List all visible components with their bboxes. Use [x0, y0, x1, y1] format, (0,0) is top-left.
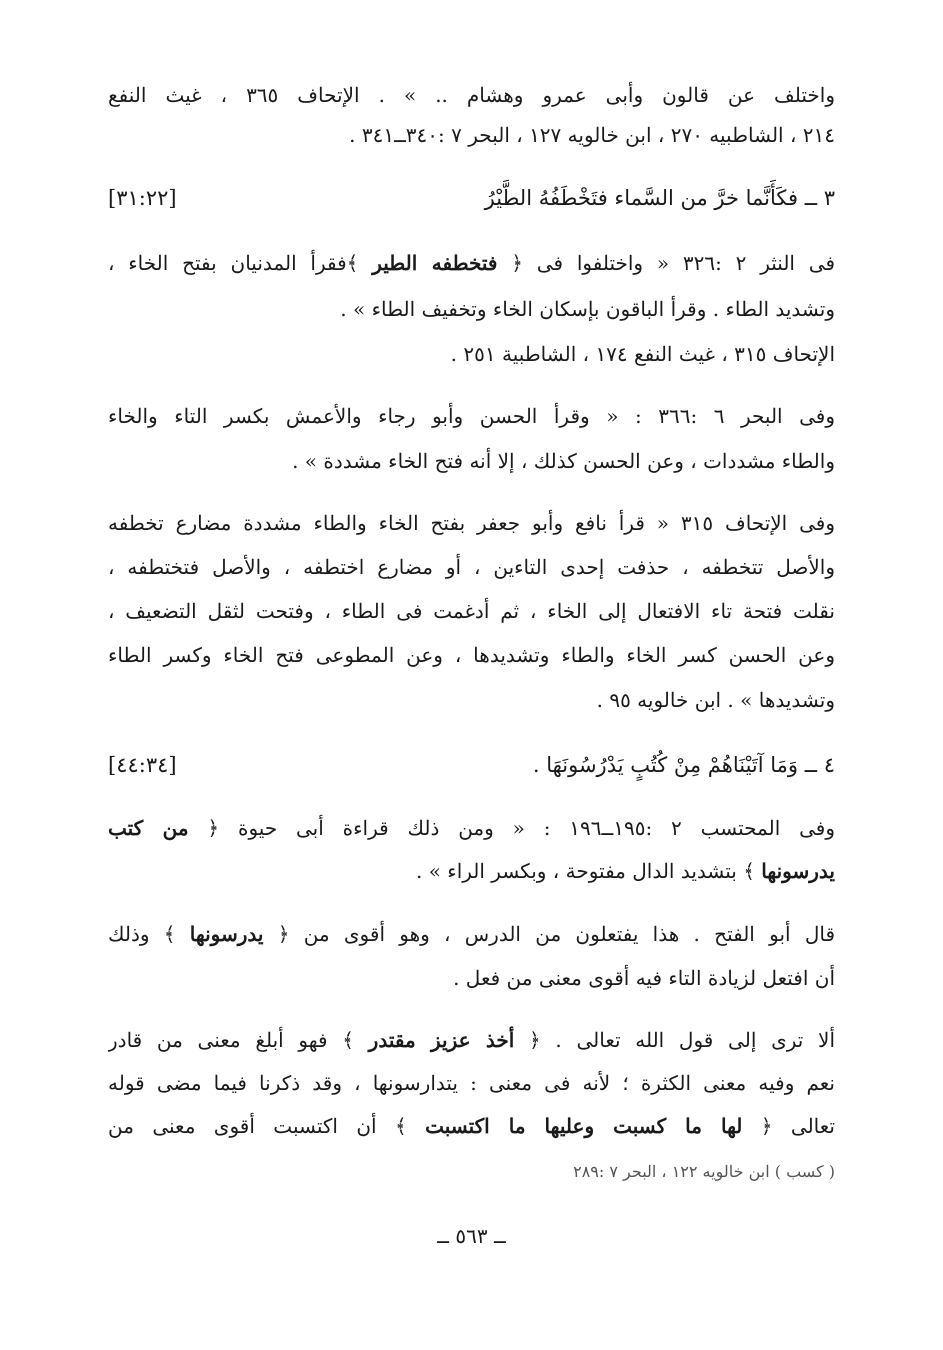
- text-line: وعن الحسن كسر الخاء والطاء وتشديدها ، وعن المطوعى فتح الخاء وكسر الطاء: [108, 643, 835, 667]
- quranic-quote: أخذ عزيز مقتدر: [368, 1028, 515, 1052]
- verse-heading: [108, 178, 835, 218]
- text-line: [108, 1020, 835, 1060]
- verse-text: ٣ ــ فكَأَنَّما خرَّ من السَّماء فتَخْطَفُهُ الطَّيْرُ: [484, 186, 835, 210]
- text-run: ﴾ بتشديد الدال مفتوحة ، وبكسر الراء » .: [415, 859, 755, 883]
- text-run: ﴾ فهو أبلغ معنى من قادر: [108, 1028, 354, 1052]
- text-run: فى النثر ٢ :٣٢٦ « واختلفوا فى ﴿: [511, 251, 835, 275]
- text-line: [108, 243, 835, 283]
- verse-reference: [٣١:٢٢]: [108, 186, 177, 210]
- text-run: ﴾ أن اكتسبت أقوى معنى من: [108, 1114, 407, 1138]
- text-line: والطاء مشددات ، وعن الحسن كذلك ، إلا أنه فتح الخاء مشددة » .: [292, 449, 835, 473]
- text-line: ٢١٤ ، الشاطبيه ٢٧٠ ، ابن خالويه ١٢٧ ، البحر ٧ :٣٤٠ــ٣٤١ .: [349, 123, 835, 147]
- text-line: وتشديد الطاء . وقرأ الباقون بإسكان الخاء وتخفيف الطاء » .: [340, 297, 835, 321]
- text-run: وفى المحتسب ٢ :١٩٥ــ١٩٦ : « ومن ذلك قراءة أبى حيوة ﴿: [207, 816, 835, 840]
- text-line: واختلف عن قالون وأبى عمرو وهشام .. » . الإتحاف ٣٦٥ ، غيث النفع: [108, 83, 835, 107]
- text-run: ﴾فقرأ المدنيان بفتح الخاء ،: [108, 251, 359, 275]
- quranic-quote: يدرسونها: [189, 922, 264, 946]
- quranic-quote: من كتب: [108, 816, 189, 840]
- text-run: ﴾ وذلك: [108, 922, 176, 946]
- text-line: [108, 851, 835, 891]
- quranic-quote: لها ما كسبت وعليها ما اكتسبت: [425, 1114, 743, 1138]
- verse-reference: [٤٤:٣٤]: [108, 753, 177, 777]
- text-run: قال أبو الفتح . هذا يفتعلون من الدرس ، وهو أقوى من ﴿: [277, 922, 835, 946]
- page-number: ــ ٥٦٣ ــ: [437, 1224, 506, 1248]
- text-line: وفى الإتحاف ٣١٥ « قرأ نافع وأبو جعفر بفتح الخاء والطاء مشددة مضارع تخطفه: [108, 511, 835, 535]
- verse-heading: [108, 745, 835, 785]
- text-line: ( كسب ) ابن خالويه ١٢٢ ، البحر ٧ :٢٨٩: [573, 1162, 835, 1181]
- text-line: الإتحاف ٣١٥ ، غيث النفع ١٧٤ ، الشاطبية ٢٥١ .: [450, 342, 835, 366]
- text-line: [108, 914, 835, 954]
- text-line: وفى البحر ٦ :٣٦٦ : « وقرأ الحسن وأبو رجاء والأعمش بكسر التاء والخاء: [108, 404, 835, 428]
- text-run: ألا ترى إلى قول الله تعالى . ﴿: [528, 1028, 835, 1052]
- text-line: والأصل تتخطفه ، حذفت إحدى التاءين ، أو مضارع اختطفه ، والأصل فتختطفه ،: [108, 555, 835, 579]
- text-line: [108, 1106, 835, 1146]
- text-line: [108, 808, 835, 848]
- quranic-quote: يدرسونها: [761, 859, 835, 883]
- text-line: وتشديدها » . ابن خالويه ٩٥ .: [596, 688, 835, 712]
- text-line: نعم وفيه معنى الكثرة ؛ لأنه فى معنى : يتدارسونها ، وقد ذكرنا فيما مضى قوله: [108, 1071, 835, 1095]
- quranic-quote: فتخطفه الطير: [372, 251, 498, 275]
- text-line: أن افتعل لزيادة التاء فيه أقوى معنى من فعل .: [453, 966, 835, 990]
- verse-text: ٤ ــ وَمَا آتَيْنَاهُمْ مِنْ كُتُبٍ يَدْرُسُونَهَا .: [532, 753, 835, 777]
- text-run: تعالى ﴿: [760, 1114, 835, 1138]
- text-line: نقلت فتحة تاء الافتعال إلى الخاء ، ثم أدغمت فى الطاء ، وفتحت لثقل التضعيف ،: [108, 599, 835, 623]
